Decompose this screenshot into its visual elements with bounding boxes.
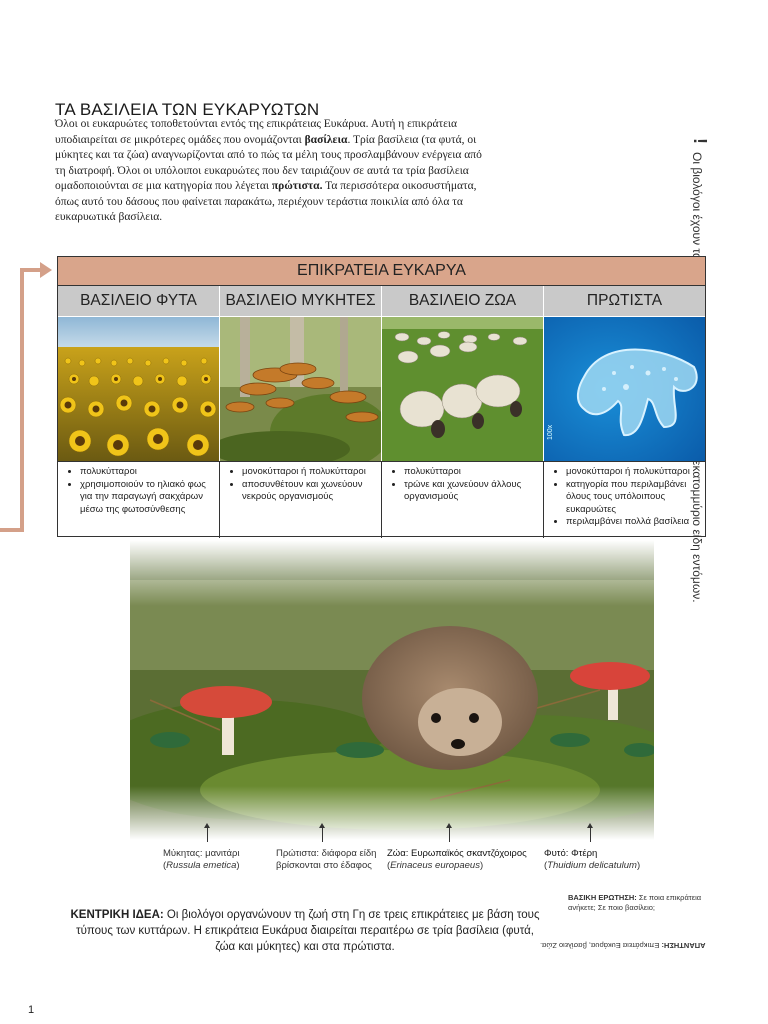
page-number: 1	[28, 1004, 35, 1016]
caption-protists: Πρώτιστα: διάφορα είδη βρίσκονται στο έδαφος	[276, 848, 382, 872]
animals-description	[382, 462, 544, 538]
magnification-label: 100x	[547, 424, 554, 440]
pointer-arrow	[449, 828, 450, 842]
kingdom-header-animals: ΒΑΣΙΛΕΙΟ ΖΩΑ	[382, 286, 544, 316]
kingdom-header-fungi: ΒΑΣΙΛΕΙΟ ΜΥΚΗΤΕΣ	[220, 286, 382, 316]
pointer-arrow	[322, 828, 323, 842]
list-item: • πολυκύτταροι	[80, 466, 215, 479]
connector-line	[20, 270, 24, 532]
intro-paragraph: Όλοι οι ευκαρυώτες τοποθετούνται εντός της επικράτειας Ευκάρυα. Αυτή η επικράτεια υποδιαιρείται σε μικρότερες ομάδες που ονομάζονται βασίλεια. Τρία βασίλεια (τα φυτά, οι μύκητες και τα ζώα) αναγνωρίζονται από το πώς τα μέλη τους προσλαμβάνουν ενέργεια από τη διατροφή. Όλοι οι υπόλοιποι ευκαρυώτες που δεν ταιριάζουν σε αυτά τα τρία βασίλεια ομαδοποιούνται σε μια κατηγορία που λέγεται πρώτιστα. Τα περισσότερα οικοσυστήματα, όπως αυτό του δάσους που φαίνεται παρακάτω, περιέχουν τεράστια ποικιλία από όλα τα ευκαρυωτικά βασίλεια.	[55, 118, 482, 223]
mushrooms-photo	[220, 317, 382, 461]
sheep-photo	[382, 317, 544, 461]
list-item: • χρησιμοποιούν το ηλιακό φως για την παραγωγή σακχάρων μέσω της φωτοσύνθεσης	[80, 479, 215, 517]
key-question: ΒΑΣΙΚΗ ΕΡΩΤΗΣΗ: Σε ποια επικράτεια ανήκετε; Σε ποιο βασίλειο;	[568, 893, 702, 912]
photo-row	[58, 317, 705, 461]
list-item: • μονοκύτταροι ή πολυκύτταροι	[566, 466, 701, 479]
domain-header: ΕΠΙΚΡΑΤΕΙΑ ΕΥΚΑΡΥΑ	[58, 257, 705, 286]
kingdom-table	[57, 256, 706, 537]
protists-description	[544, 462, 705, 538]
list-item: • αποσυνθέτουν και χωνεύουν νεκρούς οργανισμούς	[242, 479, 377, 504]
section-title: ΤΑ ΒΑΣΙΛΕΙΑ ΤΩΝ ΕΥΚΑΡΥΩΤΩΝ	[55, 100, 320, 119]
description-row	[58, 461, 705, 538]
main-idea: ΚΕΝΤΡΙΚΗ ΙΔΕΑ: Οι βιολόγοι οργανώνουν τη ζωή στη Γη σε τρεις επικράτειες με βάση τους τύπους των κυττάρων. Η επικράτεια Ευκάρυα διαιρείται περαιτέρω σε τρία βασίλεια (φυτά, ζώα και μύκητες) και στα πρώτιστα.	[70, 909, 540, 953]
kingdom-header-row	[58, 286, 705, 317]
amoeba-photo	[544, 317, 705, 461]
connector-line	[0, 528, 24, 532]
connector-line	[20, 268, 42, 272]
caption-plant: Φυτό: Φτέρη (Thuidium delicatulum)	[544, 848, 654, 872]
plants-description	[58, 462, 220, 538]
pointer-arrow	[590, 828, 591, 842]
fungi-description	[220, 462, 382, 538]
list-item: • τρώνε και χωνεύουν άλλους οργανισμούς	[404, 479, 539, 504]
list-item: • μονοκύτταροι ή πολυκύτταροι	[242, 466, 377, 479]
answer-upside-down: ΑΠΑΝΤΗΣΗ: Επικράτεια Ευκάρυα, βασίλειο Ζώα.	[540, 941, 706, 950]
hedgehog-forest-photo	[130, 540, 654, 840]
arrow-right-icon	[40, 262, 52, 278]
kingdom-header-protists: ΠΡΩΤΙΣΤΑ	[544, 286, 705, 316]
pointer-arrow	[207, 828, 208, 842]
caption-animal: Ζώα: Ευρωπαϊκός σκαντζόχοιρος (Erinaceus europaeus)	[387, 848, 537, 872]
list-item: • κατηγορία που περιλαμβάνει όλους τους υπόλοιπους ευκαρυώτες	[566, 479, 701, 517]
kingdom-header-plants: ΒΑΣΙΛΕΙΟ ΦΥΤΑ	[58, 286, 220, 316]
list-item: • πολυκύτταροι	[404, 466, 539, 479]
sunflower-field-photo	[58, 317, 220, 461]
list-item: • περιλαμβάνει πολλά βασίλεια	[566, 516, 701, 529]
side-note-text: Οι βιολόγοι έχουν εκατομμύριο είδη εντόμων.	[690, 152, 704, 603]
exclamation-icon: !	[690, 138, 710, 144]
caption-fungus: Μύκητας: μανιτάρι (Russula emetica)	[163, 848, 273, 872]
